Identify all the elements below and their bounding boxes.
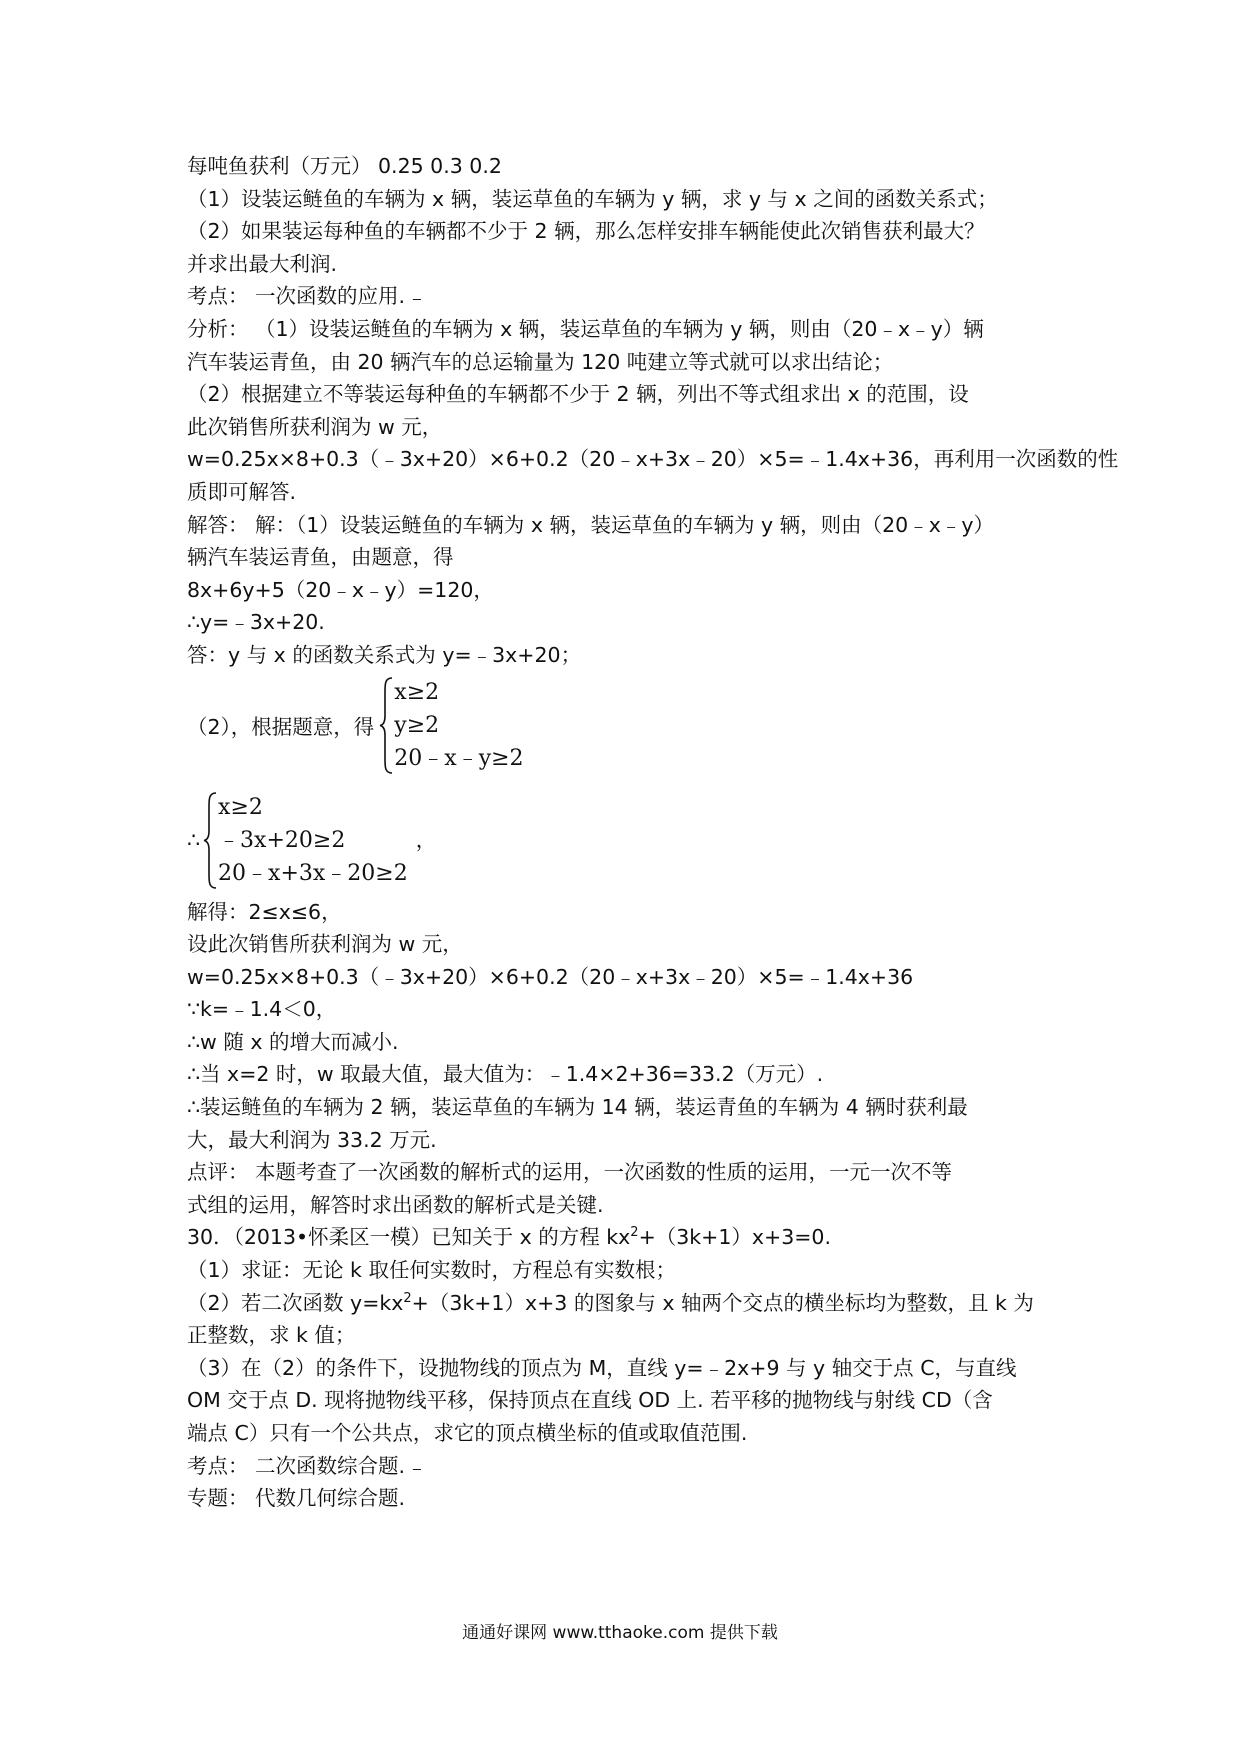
- text-line: （2）根据建立不等装运每种鱼的车辆都不少于 2 辆，列出不等式组求出 x 的范围，设: [187, 382, 969, 407]
- text-line: 辆汽车装运青鱼，由题意，得: [187, 545, 454, 570]
- text-line: （1）设装运鲢鱼的车辆为 x 辆，装运草鱼的车辆为 y 辆，求 y 与 x 之间的函数关系式；: [187, 186, 998, 211]
- text-line: （3）在（2）的条件下，设抛物线的顶点为 M，直线 y=﹣2x+9 与 y 轴交于点 C，与直线: [187, 1355, 1017, 1380]
- left-brace-icon: [202, 791, 218, 890]
- left-brace-icon: [378, 676, 394, 775]
- system-line: x≥2: [394, 679, 440, 705]
- text-line: ∴y=﹣3x+20.: [187, 610, 325, 635]
- system-line: ﹣3x+20≥2: [218, 827, 346, 853]
- page-footer: 通通好课网 www.tthaoke.com 提供下载: [462, 1623, 778, 1643]
- text-line: ∵k=﹣1.4＜0，: [187, 997, 337, 1022]
- system-1-lines: [394, 676, 523, 775]
- text-line: 解答： 解：（1）设装运鲢鱼的车辆为 x 辆，装运草鱼的车辆为 y 辆，则由（20﹣x﹣y）: [187, 512, 994, 537]
- text-span: 30．（2013•怀柔区一模）已知关于 x 的方程 kx: [187, 1225, 631, 1250]
- system-1-prefix: （2），根据题意，得: [187, 715, 375, 739]
- text-span: +（3k+1）x+3=0.: [638, 1225, 831, 1250]
- text-span: +（3k+1）x+3 的图象与 x 轴两个交点的横坐标均为整数，且 k 为: [411, 1290, 1034, 1315]
- text-line: 此次销售所获利润为 w 元，: [187, 414, 443, 439]
- text-line: ∴装运鲢鱼的车辆为 2 辆，装运草鱼的车辆为 14 辆，装运青鱼的车辆为 4 辆时获利最: [187, 1095, 968, 1120]
- text-line: ∴w 随 x 的增大而减小.: [187, 1029, 399, 1054]
- middle-text-block: [187, 896, 1067, 1222]
- text-line: 考点： 一次函数的应用. ₋: [187, 284, 423, 309]
- question-30-title: [187, 1221, 1067, 1254]
- text-line: w=0.25x×8+0.3（﹣3x+20）×6+0.2（20﹣x+3x﹣20）×5=﹣1.4x+36: [187, 964, 914, 989]
- text-line: 8x+6y+5（20﹣x﹣y）=120，: [187, 577, 494, 602]
- text-line: 分析： （1）设装运鲢鱼的车辆为 x 辆，装运草鱼的车辆为 y 辆，则由（20﹣x﹣y）辆: [187, 316, 984, 341]
- system-line: y≥2: [394, 712, 440, 738]
- text-line: （2）如果装运每种鱼的车辆都不少于 2 辆，那么怎样安排车辆能使此次销售获利最大？: [187, 219, 985, 244]
- system-2-prefix: ∴: [187, 828, 201, 852]
- text-line: 考点： 二次函数综合题. ₋: [187, 1453, 423, 1478]
- text-line: 汽车装运青鱼，由 20 辆汽车的总运输量为 120 吨建立等式就可以求出结论；: [187, 349, 894, 374]
- upper-text-block: [187, 150, 1119, 672]
- system-line: 20﹣x﹣y≥2: [394, 745, 524, 771]
- question-30: [187, 1221, 1067, 1514]
- text-line: 每吨鱼获利（万元） 0.25 0.3 0.2: [187, 154, 502, 178]
- text-line: 并求出最大利润.: [187, 251, 338, 276]
- text-line: 答：y 与 x 的函数关系式为 y=﹣3x+20；: [187, 642, 582, 667]
- system-line: 20﹣x+3x﹣20≥2: [218, 860, 408, 886]
- content-area: [187, 150, 1119, 1515]
- system-2-suffix: ，: [415, 828, 437, 852]
- text-line: 专题： 代数几何综合题.: [187, 1486, 406, 1511]
- text-line: 质即可解答.: [187, 479, 297, 504]
- text-line: 解得：2≤x≤6，: [187, 899, 342, 924]
- inequality-system-2: [187, 791, 1067, 890]
- text-line: 式组的运用，解答时求出函数的解析式是关键.: [187, 1192, 604, 1217]
- superscript: 2: [403, 1290, 412, 1306]
- text-span: （2）若二次函数 y=kx: [187, 1290, 404, 1315]
- text-line: 设此次销售所获利润为 w 元，: [187, 932, 463, 957]
- inequality-system-1: [187, 676, 1067, 775]
- text-line: [187, 1287, 1067, 1320]
- text-line: w=0.25x×8+0.3（﹣3x+20）×6+0.2（20﹣x+3x﹣20）×5=﹣1.4x+36，再利用一次函数的性: [187, 447, 1119, 472]
- text-line: 大，最大利润为 33.2 万元.: [187, 1127, 437, 1152]
- superscript: 2: [630, 1225, 639, 1241]
- text-line: （1）求证：无论 k 取任何实数时，方程总有实数根；: [187, 1258, 676, 1283]
- text-line: 正整数，求 k 值；: [187, 1323, 356, 1348]
- text-line: ∴当 x=2 时，w 取最大值，最大值为：﹣1.4×2+36=33.2（万元）.: [187, 1062, 824, 1087]
- system-line: x≥2: [218, 794, 263, 820]
- text-line: 点评： 本题考查了一次函数的解析式的运用，一次函数的性质的运用，一元一次不等: [187, 1160, 953, 1185]
- system-2-lines: [218, 791, 408, 890]
- text-line: OM 交于点 D. 现将抛物线平移，保持顶点在直线 OD 上. 若平移的抛物线与射线 CD（含: [187, 1388, 993, 1413]
- text-line: 端点 C）只有一个公共点，求它的顶点横坐标的值或取值范围.: [187, 1421, 748, 1445]
